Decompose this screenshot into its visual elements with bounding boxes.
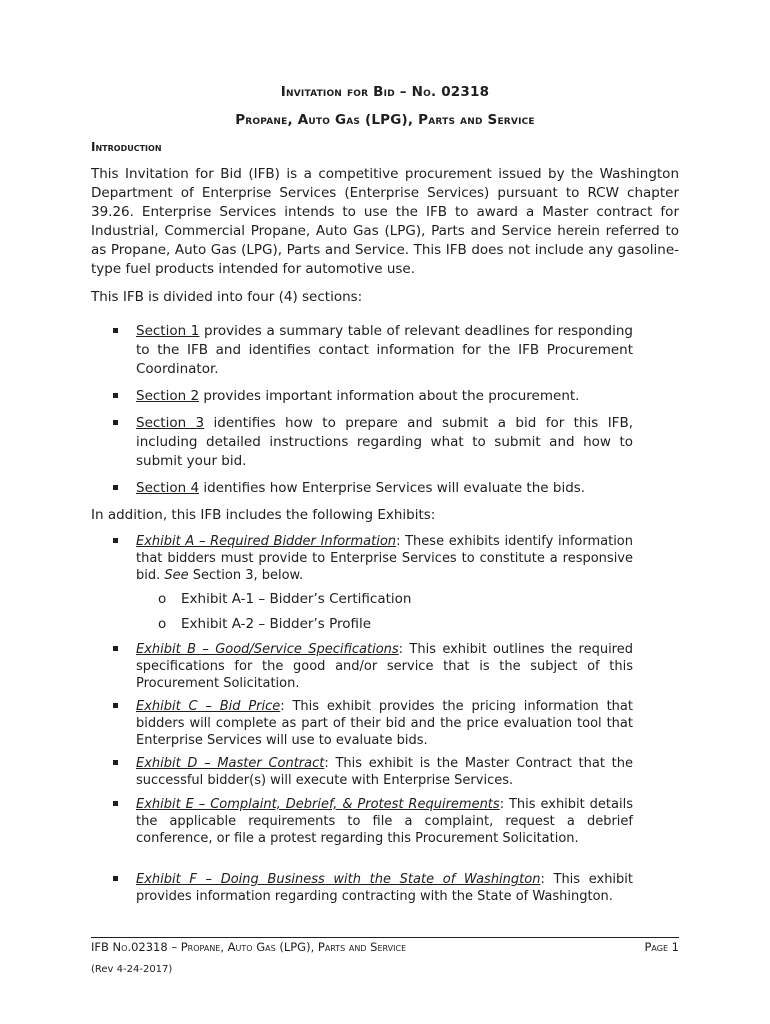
exhibit-link[interactable]: Exhibit A – Required Bidder Information xyxy=(136,534,397,549)
intro-paragraph: This Invitation for Bid (IFB) is a competitive procurement issued by the Washington Department of Enterprise Services (Enterprise Services) pursuant to RCW chapter 39.26. Enterprise Services intends to use the IFB to award a Master contract for Industrial, Commercial Propane, Auto Gas (LPG), Parts and Service herein referred to as Propane, Auto Gas (LPG), Parts and Service. This IFB does not include any gasoline-type fuel products intended for automotive use. xyxy=(91,166,679,277)
section-heading-introduction: Introduction xyxy=(91,140,162,154)
list-item-text: provides a summary table of relevant deadlines for responding to the IFB and identifies contact information for the IFB Procurement Coordinator. xyxy=(136,323,633,377)
see-reference: See xyxy=(164,568,189,583)
circle-bullet-icon: o xyxy=(158,591,167,607)
list-item xyxy=(136,479,633,498)
list-item-text: : This exhibit provides information regarding contracting with the State of Washington. xyxy=(136,872,634,904)
list-item-text: : This exhibit is the Master Contract that the successful bidder(s) will execute with Enterprise Services. xyxy=(136,756,633,788)
footer-document-id: IFB No.02318 – Propane, Auto Gas (LPG), Parts and Service xyxy=(91,940,407,954)
list-item-text: : This exhibit outlines the required specifications for the good and/or service that is the subject of this Procurement Solicitation. xyxy=(136,642,633,691)
exhibits-intro: In addition, this IFB includes the following Exhibits: xyxy=(91,507,436,523)
list-item xyxy=(136,641,633,692)
exhibit-link[interactable]: Exhibit F – Doing Business with the State of Washington xyxy=(136,872,541,887)
sub-list-item xyxy=(158,590,412,609)
document-subtitle: Propane, Auto Gas (LPG), Parts and Service xyxy=(235,112,535,128)
sub-list-item xyxy=(158,615,372,634)
list-item xyxy=(136,796,633,847)
exhibit-link[interactable]: Exhibit C – Bid Price xyxy=(136,699,281,714)
list-item-text: : This exhibit provides the pricing information that bidders will complete as part of their bid and the price evaluation tool that Enterprise Services will use to evaluate bids. xyxy=(136,699,633,748)
square-bullet-icon xyxy=(113,646,118,651)
list-item-text: : These exhibits identify information that bidders must provide to Enterprise Services to constitute a responsive bid. xyxy=(136,534,634,583)
list-item xyxy=(136,322,633,379)
list-item xyxy=(136,533,633,584)
footer-page-number: Page 1 xyxy=(644,940,679,954)
list-item xyxy=(136,871,633,905)
square-bullet-icon xyxy=(113,393,118,398)
square-bullet-icon xyxy=(113,703,118,708)
list-item-text: : This exhibit details the applicable requirements to file a complaint, request a debrief conference, or file a protest regarding this Procurement Solicitation. xyxy=(136,797,633,846)
square-bullet-icon xyxy=(113,538,118,543)
list-item xyxy=(136,414,633,471)
footer-revision: (Rev 4-24-2017) xyxy=(91,964,173,975)
exhibit-link[interactable]: Exhibit B – Good/Service Specifications xyxy=(136,642,399,657)
section-link[interactable]: Section 1 xyxy=(136,323,200,339)
sub-list-item-text: Exhibit A-1 – Bidder’s Certification xyxy=(181,591,412,607)
list-item xyxy=(136,387,633,406)
section-link[interactable]: Section 2 xyxy=(136,388,200,404)
section-link[interactable]: Section 3 xyxy=(136,415,205,431)
square-bullet-icon xyxy=(113,760,118,765)
exhibit-link[interactable]: Exhibit E – Complaint, Debrief, & Protest Requirements xyxy=(136,797,500,812)
square-bullet-icon xyxy=(113,328,118,333)
see-reference-text: Section 3, below. xyxy=(188,568,304,583)
list-item-text: identifies how Enterprise Services will evaluate the bids. xyxy=(199,480,586,496)
square-bullet-icon xyxy=(113,485,118,490)
list-item xyxy=(136,755,633,789)
exhibit-link[interactable]: Exhibit D – Master Contract xyxy=(136,756,325,771)
square-bullet-icon xyxy=(113,420,118,425)
section-link[interactable]: Section 4 xyxy=(136,480,200,496)
square-bullet-icon xyxy=(113,801,118,806)
document-title: Invitation for Bid – No. 02318 xyxy=(280,84,490,100)
list-item xyxy=(136,698,633,749)
square-bullet-icon xyxy=(113,876,118,881)
circle-bullet-icon: o xyxy=(158,616,167,632)
footer-divider xyxy=(91,937,679,938)
sub-list-item-text: Exhibit A-2 – Bidder’s Profile xyxy=(181,616,372,632)
sections-intro: This IFB is divided into four (4) sections: xyxy=(91,289,363,305)
list-item-text: provides important information about the procurement. xyxy=(199,388,580,404)
list-item-text: identifies how to prepare and submit a bid for this IFB, including detailed instructions regarding what to submit and how to submit your bid. xyxy=(136,415,633,469)
